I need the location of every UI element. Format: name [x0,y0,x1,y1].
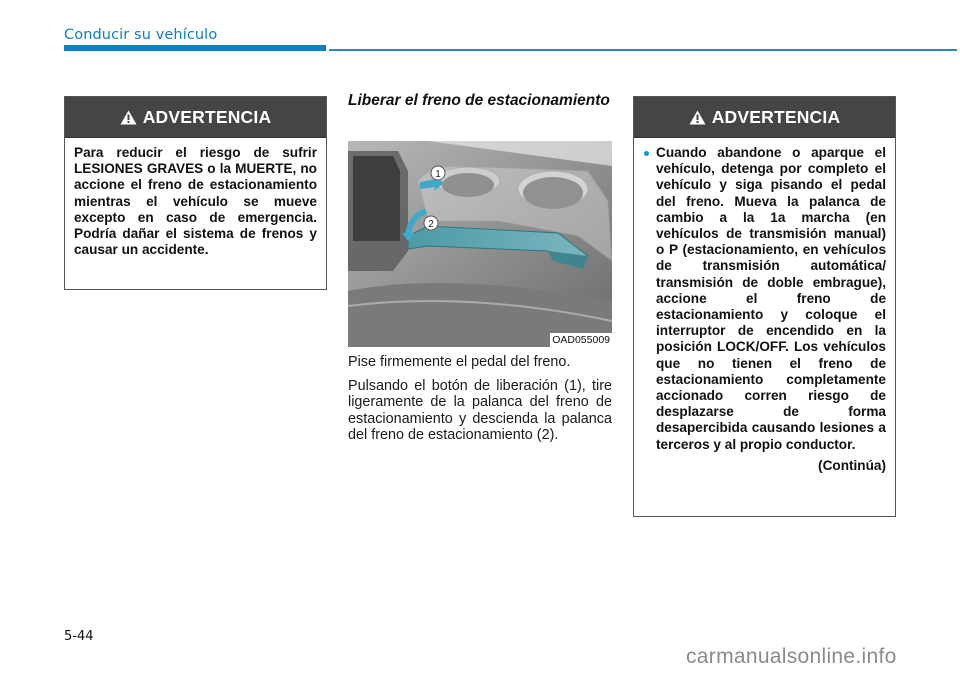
header-rule-thick [64,45,326,51]
header-rule-thin [329,49,957,51]
console-illustration [348,141,612,347]
warning-triangle-icon [689,110,706,125]
warning-box-left [64,96,327,290]
warning-bullet [643,145,886,453]
paragraph: Pulsando el botón de liberación (1), tire ligeramente de la palanca del freno de estacionamiento y descienda la palanca del freno de estacionamiento (2). [348,378,612,444]
warning-box-right [633,96,896,517]
watermark: carmanualsonline.info [686,645,897,668]
warning-triangle-icon [120,110,137,125]
warning-title: ADVERTENCIA [142,106,272,127]
callout-2: 2 [428,219,434,230]
warning-text: Para reducir el riesgo de sufrir LESIONES GRAVES o la MUERTE, no accione el freno de estacionamiento mientras el vehículo se mueve excepto en caso de emergencia. Podría dañar el sistema de frenos y causar un accidente. [74,145,317,258]
bullet-dot-icon [644,151,649,156]
warning-title: ADVERTENCIA [711,106,841,127]
figure-code: OAD055009 [552,334,610,346]
warning-list [634,138,895,484]
warning-bullet-text: Cuando abandone o aparque el vehículo, detenga por completo el vehículo y siga pisando el pedal del freno. Mueva la palanca de cambio a la 1a marcha (en vehículos de transmisión manual) o P (estacionamiento, en vehículos de transmisión automática/ transmisión de doble embrague), accione el freno de estacionamiento y coloque el interruptor de encendido en la posición LOCK/OFF. Los vehículos que no tienen el freno de estacionamiento completamente accionado corren riesgo de desplazarse de forma desapercibida causando lesiones a terceros y al propio conductor. [656,145,886,452]
continued-label: (Continúa) [818,457,886,473]
section-title: Conducir su vehículo [64,27,218,43]
parking-brake-figure [348,141,612,347]
paragraph: Pise firmemente el pedal del freno. [348,354,571,370]
page-number: 5-44 [64,629,94,644]
warning-header [65,97,326,138]
subsection-heading: Liberar el freno de estacionamiento [348,92,610,109]
callout-1: 1 [435,169,441,180]
warning-header [634,97,895,138]
